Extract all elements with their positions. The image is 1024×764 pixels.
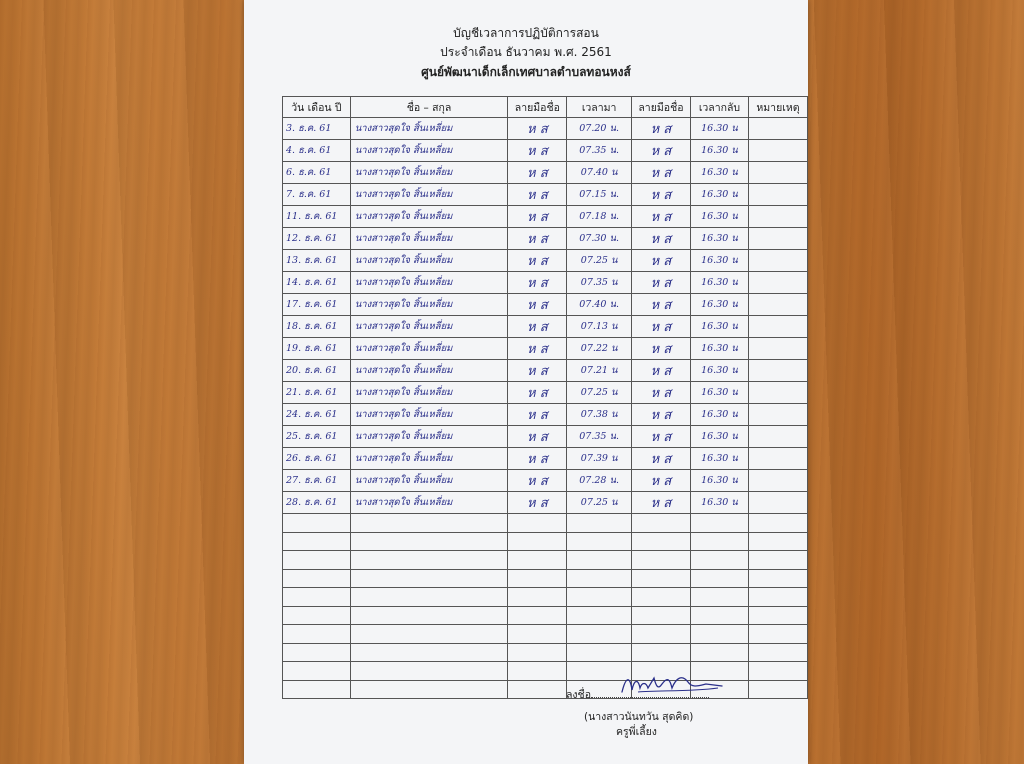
cell-date: 19. ธ.ค. 61 xyxy=(283,338,351,360)
cell-date: 20. ธ.ค. 61 xyxy=(283,360,351,382)
cell-blank xyxy=(508,680,567,699)
cell-blank xyxy=(283,532,351,551)
cell-name: นางสาวสุดใจ สิ้นเหลี่ยม xyxy=(350,338,508,360)
attendance-table xyxy=(282,96,808,699)
table-row xyxy=(283,316,808,338)
cell-signature-out: ห ส xyxy=(631,316,690,338)
cell-date: 24. ธ.ค. 61 xyxy=(283,404,351,426)
cell-time-in: 07.28 น. xyxy=(567,470,632,492)
cell-blank xyxy=(631,532,690,551)
cell-blank xyxy=(508,643,567,662)
sheet-title: บัญชีเวลาการปฏิบัติการสอน xyxy=(453,26,599,40)
cell-blank xyxy=(567,569,632,588)
cell-name: นางสาวสุดใจ สิ้นเหลี่ยม xyxy=(350,140,508,162)
cell-date: 25. ธ.ค. 61 xyxy=(283,426,351,448)
table-row xyxy=(283,162,808,184)
attendance-sheet xyxy=(244,0,808,764)
cell-note xyxy=(748,338,807,360)
cell-blank xyxy=(283,514,351,533)
cell-note xyxy=(748,162,807,184)
cell-time-in: 07.20 น. xyxy=(567,118,632,140)
cell-time-in: 07.39 น xyxy=(567,448,632,470)
cell-blank xyxy=(690,551,748,570)
cell-name: นางสาวสุดใจ สิ้นเหลี่ยม xyxy=(350,184,508,206)
cell-blank xyxy=(283,606,351,625)
cell-time-out: 16.30 น xyxy=(690,118,748,140)
cell-blank xyxy=(508,606,567,625)
cell-signature-in: ห ส xyxy=(508,206,567,228)
cell-blank xyxy=(748,625,807,644)
table-row xyxy=(283,140,808,162)
cell-blank xyxy=(350,532,508,551)
cell-time-in: 07.35 น xyxy=(567,272,632,294)
table-row-blank xyxy=(283,514,808,533)
cell-date: 4. ธ.ค. 61 xyxy=(283,140,351,162)
cell-date: 14. ธ.ค. 61 xyxy=(283,272,351,294)
table-row xyxy=(283,294,808,316)
cell-note xyxy=(748,448,807,470)
cell-blank xyxy=(748,680,807,699)
table-row-blank xyxy=(283,532,808,551)
cell-blank xyxy=(748,588,807,607)
cell-name: นางสาวสุดใจ สิ้นเหลี่ยม xyxy=(350,294,508,316)
cell-time-in: 07.35 น. xyxy=(567,426,632,448)
cell-time-out: 16.30 น xyxy=(690,272,748,294)
cell-blank xyxy=(567,606,632,625)
cell-name: นางสาวสุดใจ สิ้นเหลี่ยม xyxy=(350,206,508,228)
cell-blank xyxy=(508,569,567,588)
cell-time-in: 07.25 น xyxy=(567,382,632,404)
cell-time-out: 16.30 น xyxy=(690,228,748,250)
cell-signature-in: ห ส xyxy=(508,448,567,470)
cell-blank xyxy=(567,532,632,551)
cell-blank xyxy=(690,569,748,588)
column-header-time-out: เวลากลับ xyxy=(690,97,748,118)
cell-signature-in: ห ส xyxy=(508,404,567,426)
cell-signature-out: ห ส xyxy=(631,118,690,140)
cell-time-in: 07.35 น. xyxy=(567,140,632,162)
cell-time-in: 07.21 น xyxy=(567,360,632,382)
cell-date: 26. ธ.ค. 61 xyxy=(283,448,351,470)
cell-date: 13. ธ.ค. 61 xyxy=(283,250,351,272)
cell-signature-in: ห ส xyxy=(508,426,567,448)
cell-date: 28. ธ.ค. 61 xyxy=(283,492,351,514)
cell-blank xyxy=(350,569,508,588)
signer-name: (นางสาวนันทวัน สุดคิด) xyxy=(584,711,694,723)
table-row xyxy=(283,118,808,140)
cell-time-out: 16.30 น xyxy=(690,184,748,206)
cell-date: 6. ธ.ค. 61 xyxy=(283,162,351,184)
cell-time-in: 07.18 น. xyxy=(567,206,632,228)
cell-name: นางสาวสุดใจ สิ้นเหลี่ยม xyxy=(350,470,508,492)
cell-signature-out: ห ส xyxy=(631,272,690,294)
table-row xyxy=(283,272,808,294)
column-header-name: ชื่อ – สกุล xyxy=(350,97,508,118)
table-row-blank xyxy=(283,551,808,570)
cell-time-out: 16.30 น xyxy=(690,470,748,492)
cell-signature-out: ห ส xyxy=(631,228,690,250)
cell-blank xyxy=(567,643,632,662)
table-row xyxy=(283,492,808,514)
column-header-note: หมายเหตุ xyxy=(748,97,807,118)
cell-time-out: 16.30 น xyxy=(690,140,748,162)
cell-time-in: 07.13 น xyxy=(567,316,632,338)
cell-blank xyxy=(350,662,508,681)
cell-blank xyxy=(283,569,351,588)
cell-note xyxy=(748,272,807,294)
cell-blank xyxy=(350,588,508,607)
cell-time-out: 16.30 น xyxy=(690,426,748,448)
cell-signature-out: ห ส xyxy=(631,294,690,316)
cell-blank xyxy=(283,662,351,681)
cell-blank xyxy=(748,569,807,588)
cell-date: 7. ธ.ค. 61 xyxy=(283,184,351,206)
handwritten-signature xyxy=(618,672,728,698)
cell-signature-out: ห ส xyxy=(631,338,690,360)
cell-signature-out: ห ส xyxy=(631,470,690,492)
cell-name: นางสาวสุดใจ สิ้นเหลี่ยม xyxy=(350,360,508,382)
cell-blank xyxy=(567,551,632,570)
cell-blank xyxy=(748,514,807,533)
cell-note xyxy=(748,404,807,426)
sheet-organization: ศูนย์พัฒนาเด็กเล็กเทศบาลตำบลทอนหงส์ xyxy=(421,65,631,79)
cell-signature-in: ห ส xyxy=(508,118,567,140)
cell-signature-in: ห ส xyxy=(508,294,567,316)
cell-signature-out: ห ส xyxy=(631,448,690,470)
cell-note xyxy=(748,360,807,382)
table-row-blank xyxy=(283,643,808,662)
cell-time-in: 07.30 น. xyxy=(567,228,632,250)
cell-time-out: 16.30 น xyxy=(690,162,748,184)
table-row xyxy=(283,184,808,206)
cell-time-in: 07.40 น. xyxy=(567,294,632,316)
cell-blank xyxy=(690,625,748,644)
cell-blank xyxy=(631,551,690,570)
cell-note xyxy=(748,184,807,206)
cell-time-in: 07.22 น xyxy=(567,338,632,360)
cell-time-out: 16.30 น xyxy=(690,294,748,316)
cell-signature-out: ห ส xyxy=(631,140,690,162)
cell-signature-in: ห ส xyxy=(508,470,567,492)
cell-blank xyxy=(748,643,807,662)
cell-time-out: 16.30 น xyxy=(690,492,748,514)
cell-signature-in: ห ส xyxy=(508,338,567,360)
table-row xyxy=(283,250,808,272)
cell-time-out: 16.30 น xyxy=(690,382,748,404)
cell-signature-out: ห ส xyxy=(631,250,690,272)
cell-blank xyxy=(508,551,567,570)
cell-signature-out: ห ส xyxy=(631,382,690,404)
cell-blank xyxy=(508,625,567,644)
column-header-signature-in: ลายมือชื่อ xyxy=(508,97,567,118)
cell-time-in: 07.15 น. xyxy=(567,184,632,206)
table-row xyxy=(283,404,808,426)
cell-blank xyxy=(631,643,690,662)
table-row xyxy=(283,338,808,360)
cell-signature-out: ห ส xyxy=(631,492,690,514)
cell-note xyxy=(748,316,807,338)
cell-blank xyxy=(283,680,351,699)
cell-date: 12. ธ.ค. 61 xyxy=(283,228,351,250)
cell-signature-in: ห ส xyxy=(508,140,567,162)
cell-blank xyxy=(690,532,748,551)
cell-blank xyxy=(748,662,807,681)
cell-blank xyxy=(508,532,567,551)
cell-blank xyxy=(350,643,508,662)
cell-name: นางสาวสุดใจ สิ้นเหลี่ยม xyxy=(350,118,508,140)
cell-name: นางสาวสุดใจ สิ้นเหลี่ยม xyxy=(350,426,508,448)
cell-name: นางสาวสุดใจ สิ้นเหลี่ยม xyxy=(350,316,508,338)
cell-note xyxy=(748,492,807,514)
cell-blank xyxy=(350,606,508,625)
column-header-date: วัน เดือน ปี xyxy=(283,97,351,118)
table-row-blank xyxy=(283,662,808,681)
cell-date: 21. ธ.ค. 61 xyxy=(283,382,351,404)
cell-blank xyxy=(631,569,690,588)
cell-name: นางสาวสุดใจ สิ้นเหลี่ยม xyxy=(350,404,508,426)
cell-blank xyxy=(567,625,632,644)
cell-blank xyxy=(631,606,690,625)
cell-signature-in: ห ส xyxy=(508,492,567,514)
cell-time-in: 07.38 น xyxy=(567,404,632,426)
cell-time-out: 16.30 น xyxy=(690,316,748,338)
sign-label: ลงชื่อ xyxy=(566,689,591,701)
cell-blank xyxy=(567,514,632,533)
cell-name: นางสาวสุดใจ สิ้นเหลี่ยม xyxy=(350,272,508,294)
column-header-time-in: เวลามา xyxy=(567,97,632,118)
cell-signature-out: ห ส xyxy=(631,184,690,206)
cell-note xyxy=(748,470,807,492)
cell-blank xyxy=(283,588,351,607)
cell-blank xyxy=(748,606,807,625)
cell-signature-out: ห ส xyxy=(631,206,690,228)
cell-note xyxy=(748,382,807,404)
cell-blank xyxy=(350,625,508,644)
cell-blank xyxy=(631,514,690,533)
cell-note xyxy=(748,228,807,250)
cell-signature-in: ห ส xyxy=(508,228,567,250)
cell-time-out: 16.30 น xyxy=(690,448,748,470)
table-row xyxy=(283,228,808,250)
cell-signature-out: ห ส xyxy=(631,426,690,448)
cell-note xyxy=(748,426,807,448)
table-row-blank xyxy=(283,569,808,588)
cell-blank xyxy=(283,551,351,570)
cell-blank xyxy=(567,588,632,607)
cell-blank xyxy=(690,514,748,533)
cell-signature-out: ห ส xyxy=(631,404,690,426)
cell-signature-in: ห ส xyxy=(508,250,567,272)
cell-date: 27. ธ.ค. 61 xyxy=(283,470,351,492)
cell-time-in: 07.25 น xyxy=(567,250,632,272)
column-header-signature-out: ลายมือชื่อ xyxy=(631,97,690,118)
cell-time-out: 16.30 น xyxy=(690,360,748,382)
table-row-blank xyxy=(283,588,808,607)
cell-blank xyxy=(690,643,748,662)
table-row-blank xyxy=(283,625,808,644)
cell-name: นางสาวสุดใจ สิ้นเหลี่ยม xyxy=(350,382,508,404)
cell-date: 11. ธ.ค. 61 xyxy=(283,206,351,228)
cell-signature-in: ห ส xyxy=(508,272,567,294)
cell-signature-in: ห ส xyxy=(508,184,567,206)
cell-blank xyxy=(508,514,567,533)
cell-date: 18. ธ.ค. 61 xyxy=(283,316,351,338)
cell-name: นางสาวสุดใจ สิ้นเหลี่ยม xyxy=(350,250,508,272)
cell-time-out: 16.30 น xyxy=(690,250,748,272)
cell-blank xyxy=(350,551,508,570)
cell-blank xyxy=(508,588,567,607)
cell-note xyxy=(748,250,807,272)
cell-signature-out: ห ส xyxy=(631,162,690,184)
table-row xyxy=(283,426,808,448)
cell-note xyxy=(748,206,807,228)
signer-position: ครูพี่เลี้ยง xyxy=(616,726,657,738)
cell-name: นางสาวสุดใจ สิ้นเหลี่ยม xyxy=(350,448,508,470)
cell-blank xyxy=(748,551,807,570)
cell-blank xyxy=(690,588,748,607)
cell-name: นางสาวสุดใจ สิ้นเหลี่ยม xyxy=(350,492,508,514)
table-row xyxy=(283,382,808,404)
cell-date: 17. ธ.ค. 61 xyxy=(283,294,351,316)
cell-signature-in: ห ส xyxy=(508,316,567,338)
cell-note xyxy=(748,140,807,162)
cell-time-out: 16.30 น xyxy=(690,206,748,228)
table-row xyxy=(283,360,808,382)
cell-signature-in: ห ส xyxy=(508,382,567,404)
table-row xyxy=(283,206,808,228)
table-row-blank xyxy=(283,606,808,625)
cell-date: 3. ธ.ค. 61 xyxy=(283,118,351,140)
cell-blank xyxy=(283,643,351,662)
table-row xyxy=(283,470,808,492)
table-header-row xyxy=(283,97,808,118)
cell-blank xyxy=(631,625,690,644)
cell-note xyxy=(748,294,807,316)
cell-blank xyxy=(631,588,690,607)
sheet-month: ประจำเดือน ธันวาคม พ.ศ. 2561 xyxy=(440,45,612,59)
cell-name: นางสาวสุดใจ สิ้นเหลี่ยม xyxy=(350,228,508,250)
cell-time-out: 16.30 น xyxy=(690,338,748,360)
cell-signature-in: ห ส xyxy=(508,162,567,184)
cell-note xyxy=(748,118,807,140)
cell-blank xyxy=(508,662,567,681)
cell-blank xyxy=(748,532,807,551)
cell-name: นางสาวสุดใจ สิ้นเหลี่ยม xyxy=(350,162,508,184)
table-row xyxy=(283,448,808,470)
cell-time-in: 07.25 น xyxy=(567,492,632,514)
cell-time-in: 07.40 น xyxy=(567,162,632,184)
table-row-blank xyxy=(283,680,808,699)
cell-blank xyxy=(283,625,351,644)
cell-time-out: 16.30 น xyxy=(690,404,748,426)
cell-signature-in: ห ส xyxy=(508,360,567,382)
cell-signature-out: ห ส xyxy=(631,360,690,382)
cell-blank xyxy=(350,680,508,699)
cell-blank xyxy=(690,606,748,625)
cell-blank xyxy=(350,514,508,533)
